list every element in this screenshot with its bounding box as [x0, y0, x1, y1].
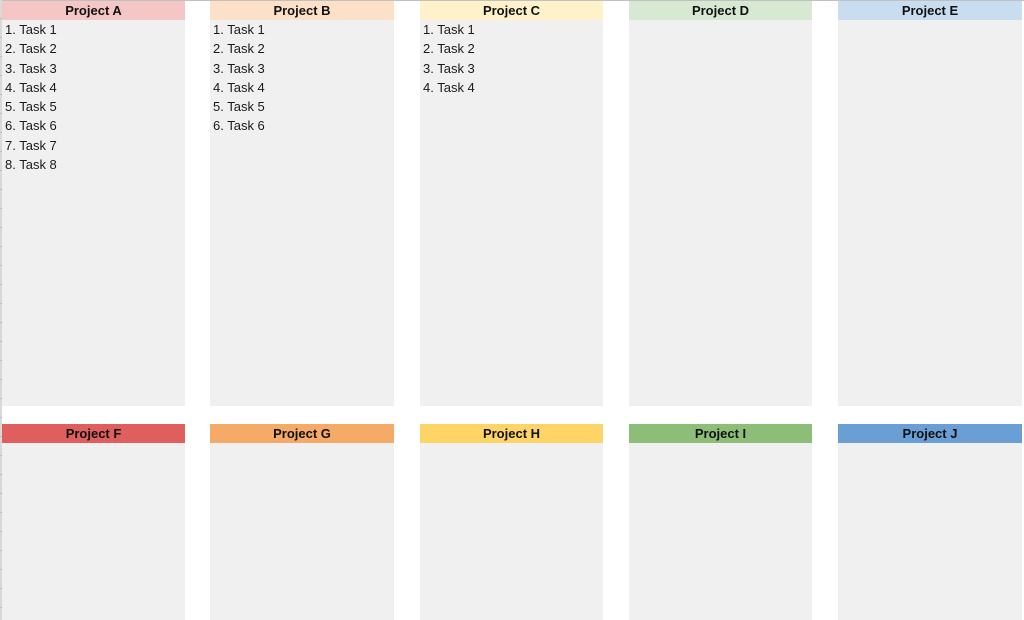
project-card-b[interactable]	[210, 1, 394, 406]
task-item[interactable]: 4. Task 4	[423, 79, 475, 95]
task-item[interactable]: 1. Task 1	[423, 22, 475, 37]
task-item[interactable]: 5. Task 5	[213, 99, 265, 115]
task-item[interactable]: 2. Task 2	[213, 41, 265, 57]
project-header[interactable]: Project J	[838, 424, 1022, 443]
task-item[interactable]: 3. Task 3	[5, 60, 57, 76]
task-item[interactable]: 4. Task 4	[5, 79, 57, 95]
project-header[interactable]: Project C	[420, 1, 603, 20]
project-card-j[interactable]	[838, 424, 1022, 620]
task-item[interactable]: 7. Task 7	[5, 137, 57, 153]
task-item[interactable]: 8. Task 8	[5, 157, 57, 173]
task-item[interactable]: 3. Task 3	[423, 60, 475, 76]
task-item[interactable]: 2. Task 2	[423, 41, 475, 57]
project-header[interactable]: Project A	[2, 1, 185, 20]
project-header[interactable]: Project F	[2, 424, 185, 443]
project-header[interactable]: Project B	[210, 1, 394, 20]
project-card-h[interactable]	[420, 424, 603, 620]
task-item[interactable]: 2. Task 2	[5, 41, 57, 57]
task-list	[420, 20, 603, 97]
task-item[interactable]: 5. Task 5	[5, 99, 57, 115]
task-list	[2, 20, 185, 174]
task-list	[210, 20, 394, 136]
project-card-d[interactable]	[629, 1, 812, 406]
project-header[interactable]: Project D	[629, 1, 812, 20]
project-header[interactable]: Project H	[420, 424, 603, 443]
project-card-c[interactable]	[420, 1, 603, 406]
project-header[interactable]: Project E	[838, 1, 1022, 20]
project-card-a[interactable]	[2, 1, 185, 406]
project-card-g[interactable]	[210, 424, 394, 620]
project-header[interactable]: Project G	[210, 424, 394, 443]
task-item[interactable]: 1. Task 1	[5, 22, 57, 37]
task-item[interactable]: 6. Task 6	[5, 118, 57, 134]
project-card-i[interactable]	[629, 424, 812, 620]
task-item[interactable]: 4. Task 4	[213, 79, 265, 95]
task-item[interactable]: 3. Task 3	[213, 60, 265, 76]
task-item[interactable]: 6. Task 6	[213, 118, 265, 134]
task-item[interactable]: 1. Task 1	[213, 22, 265, 37]
project-card-f[interactable]	[2, 424, 185, 620]
project-header[interactable]: Project I	[629, 424, 812, 443]
project-card-e[interactable]	[838, 1, 1022, 406]
